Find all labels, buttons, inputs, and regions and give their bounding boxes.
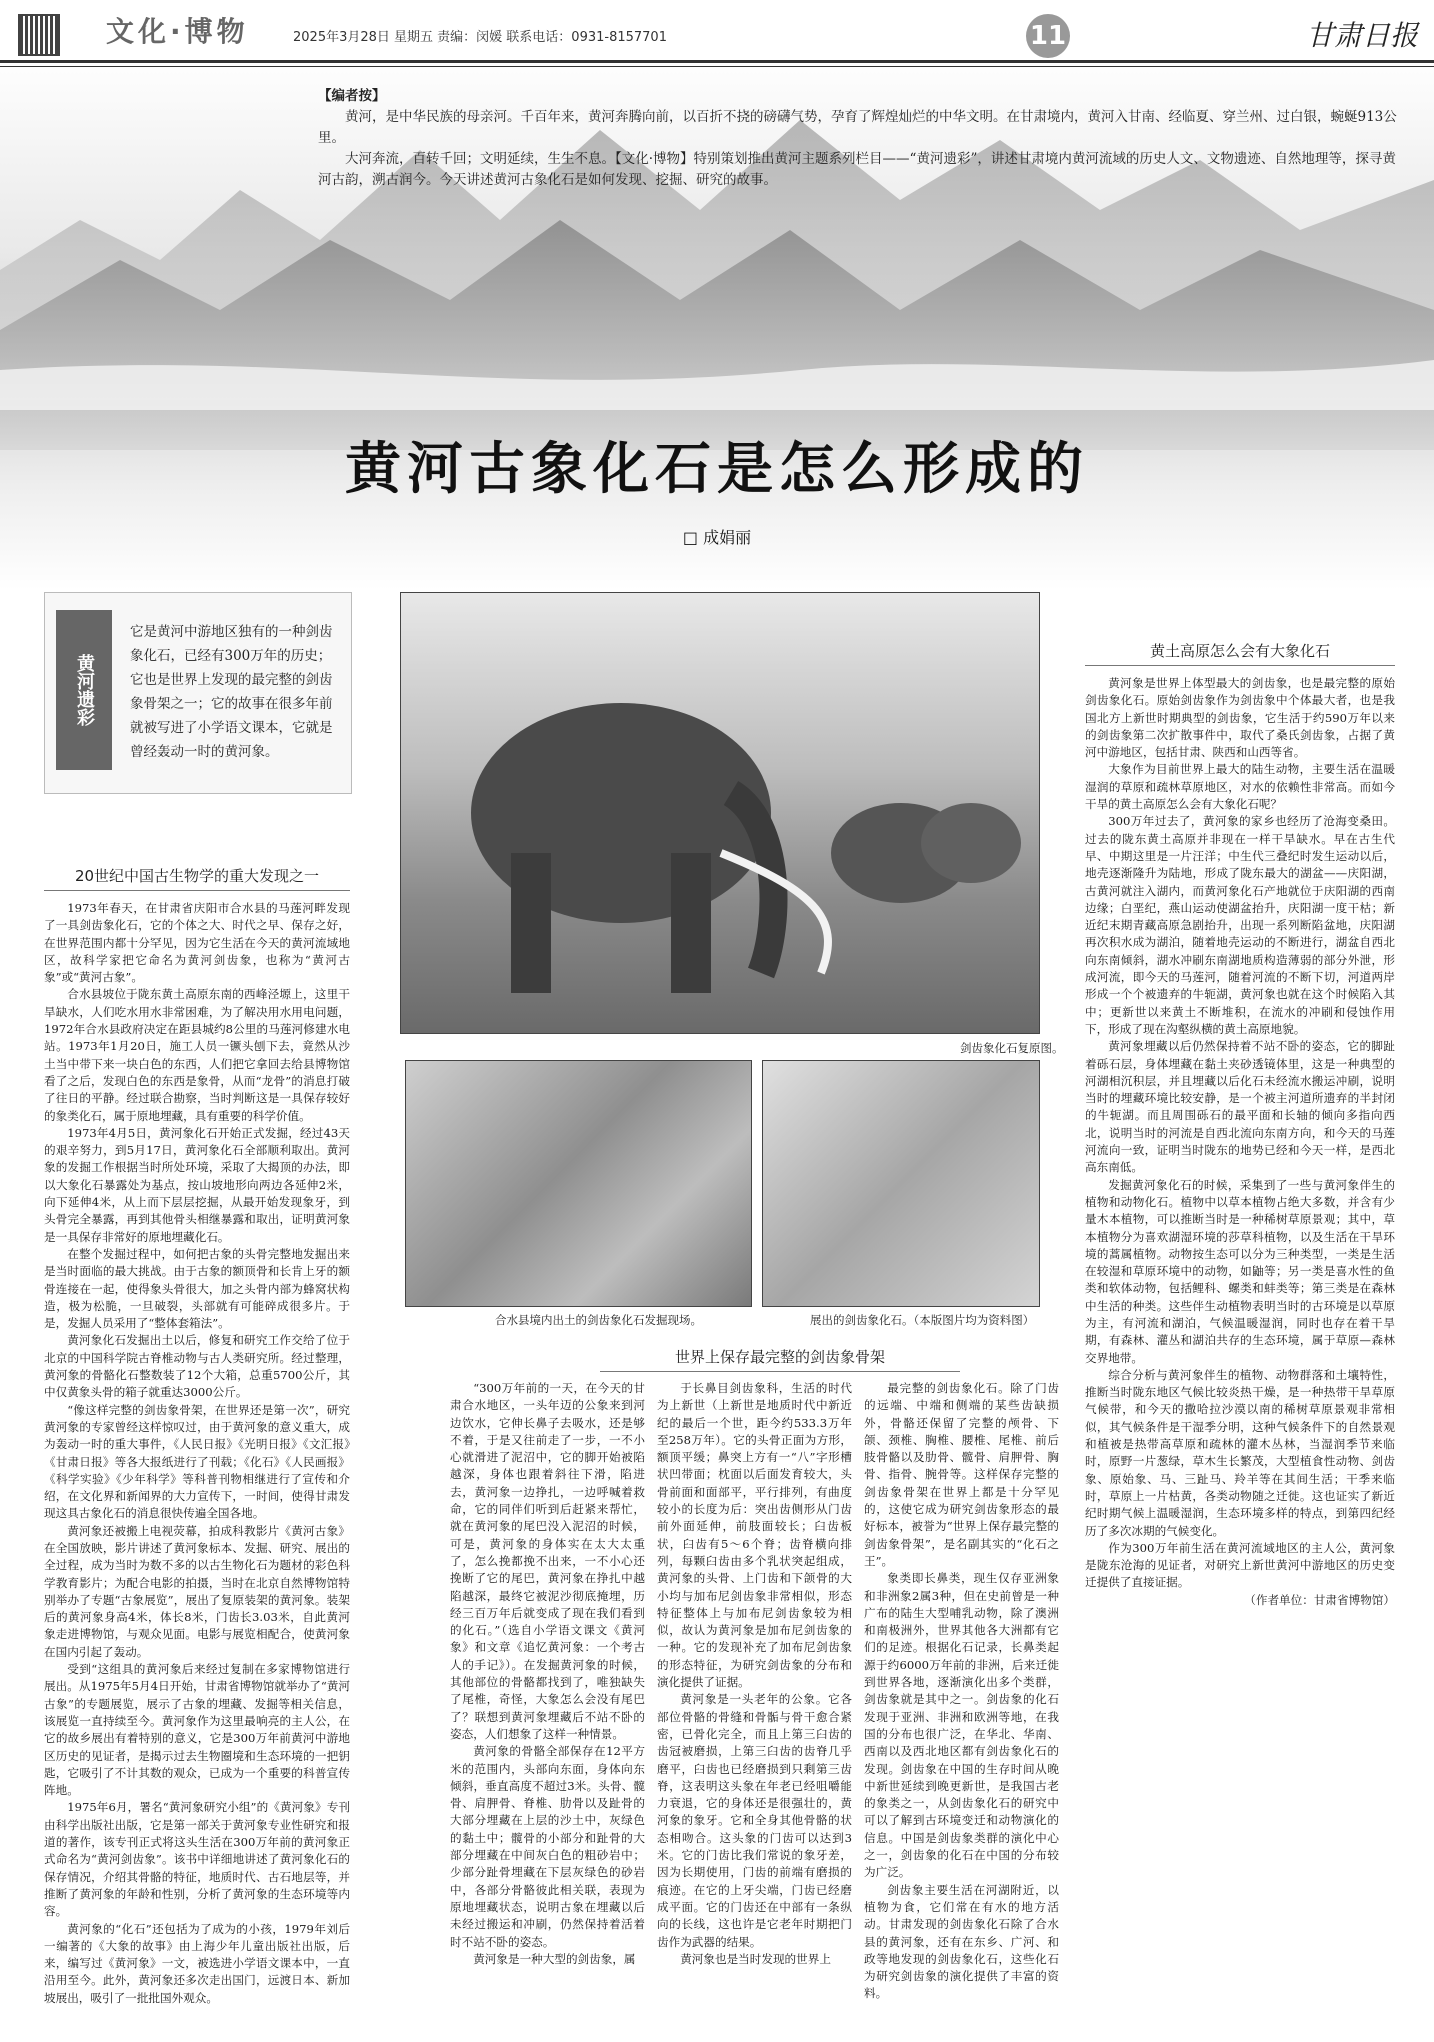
- paragraph: “300万年前的一天，在今天的甘肃合水地区，一头年迈的公象来到河边饮水，它伸长鼻子去吸水，还是够不着，于是又往前走了一步，一不小心就滑进了泥沼中，它的脚开始被陷越深，身体也跟着斜往下滑，陷进去，黄河象一边挣扎，一边呼喊着救命，它的同伴们听到后赶紧来帮忙，就在黄河象的尾巴没入泥沼的时候，可是，黄河象的身体实在太大太重了，怎么挽都挽不出来，一不小心还挽断了它的尾巴，黄河象在挣扎中越陷越深，最终它被泥沙彻底掩埋，历经三百万年后就变成了现在我们看到的化石。”（选自小学语文课文《黄河象》和文章《追忆黄河象：一个考古人的手记》）。在发掘黄河象的时候，其他部位的骨骼都找到了，唯独缺失了尾椎，奇怪，大象怎么会没有尾巴了？联想到黄河象埋藏后不站不卧的姿态，人们想象了这样一种情景。: [450, 1381, 645, 1741]
- paragraph: 黄河象埋藏以后仍然保持着不站不卧的姿态，它的脚趾着砾石层，身体埋藏在黏土夹砂透镜体里，这是一种典型的河湖相沉积层，并且埋藏以后化石未经流水搬运冲刷，说明当时的埋藏环境比较安静，是一个被主河道所遗弃的半封闭的牛轭湖。而且周围砾石的最平面和长轴的倾向多指向西北，说明当时的河流是自西北流向东南方向，和今天的马莲河流向一致，证明当时陇东的地势已经和今天一样，是西北高东南低。: [1085, 1039, 1395, 1175]
- paragraph: 黄河象还被搬上电视荧幕，拍成科教影片《黄河古象》在全国放映，影片讲述了黄河象标本、发掘、研究、展出的全过程，成为当时为数不多的以古生物化石为题材的彩色科学教育影片；为配合电影的拍摄，当时在北京自然博物馆特别举办了专题“古象展览”，展出了复原装架的黄河象。装架后的黄河象身高4米，体长8米，门齿长3.03米，自此黄河象走进博物馆，与观众见面。电影与展览相配合，使黄河象在国内引起了轰动。: [44, 1523, 350, 1659]
- paragraph: 1975年6月，署名“黄河象研究小组”的《黄河象》专刊由科学出版社出版，它是第一部关于黄河象专业性研究和报道的著作，该专刊正式将这头生活在300万年前的黄河象正式命名为“黄河剑齿象”。该书中详细地讲述了黄河象化石的保存情况，介绍其骨骼的特征，地质时代、古石地层等，并推断了黄河象的年龄和性别，分析了黄河象的生态环境等内容。: [44, 1800, 350, 1919]
- caption-restoration: 剑齿象化石复原图。: [960, 1041, 1064, 1055]
- excavation-photo: [405, 1060, 752, 1307]
- subhead-discovery: 20世纪中国古生物学的重大发现之一: [44, 865, 350, 891]
- page-number: 11: [1026, 14, 1070, 58]
- paragraph: 黄河象是世界上体型最大的剑齿象，也是最完整的原始剑齿象化石。原始剑齿象作为剑齿象中个体最大者，也是我国北方上新世时期典型的剑齿象，它生活于约590万年以来的剑齿象第二次扩散事件中，取代了桑氏剑齿象，占据了黄河中游地区，包括甘肃、陕西和山西等省。: [1085, 676, 1395, 760]
- column-label: 黄河遗彩: [56, 610, 112, 770]
- paragraph: 300万年过去了，黄河象的家乡也经历了沧海变桑田。过去的陇东黄土高原并非现在一样干旱缺水。早在古生代早、中期这里是一片汪洋；中生代三叠纪时发生运动以后，地壳逐渐隆升为陆地，形成了陇东最大的湖盆——庆阳湖，古黄河就注入湖内，而黄河象化石产地就位于庆阳湖的西南边缘；白垩纪，燕山运动使湖盆抬升，庆阳湖一度干枯；新近纪末期青藏高原急剧抬升，出现一系列断陷盆地，庆阳湖再次积水成为湖泊，随着地壳运动的不断进行，湖盆自西北向东南倾斜，湖水冲刷东南湖地质构造薄弱的部分外泄，形成河流，即今天的马莲河，随着河流的不断下切，河道两岸形成一个个被遗弃的牛轭湖，黄河象也就在这个时候陷入其中；更新世以来黄土不断堆积，在流水的冲刷和侵蚀作用下，形成了现在沟壑纵横的黄土高原地貌。: [1085, 814, 1395, 1036]
- article-column-5: [1085, 675, 1395, 2015]
- paragraph: 受到“这组具的黄河象后来经过复制在多家博物馆进行展出。从1975年5月4日开始，甘肃省博物馆就举办了“黄河古象”的专题展览，展示了古象的埋藏、发掘等相关信息，该展览一直持续至今。黄河象作为这里最响亮的主人公，在它的故乡展出有着特别的意义，它是300万年前黄河中游地区历史的见证者，是揭示过去生物圈境和生态环境的一把钥匙，它吸引了不计其数的观众，已成为一个重要的科普宣传阵地。: [44, 1662, 350, 1798]
- paragraph: 综合分析与黄河象伴生的植物、动物群落和土壤特性，推断当时陇东地区气候比较炎热干燥，是一种热带干旱草原气候带，和今天的撒哈拉沙漠以南的稀树草原景观非常相似，其气候条件是干湿季分明，这种气候条件下的自然景观和植被是热带高草原和疏林的灌木丛林，当湿润季节来临时，原野一片葱绿，草木生长繁茂，大型植食性动物、剑齿象、原始象、马、三趾马、羚羊等在其间生活；干季来临时，草原上一片枯黄，各类动物随之迁徙。这也证实了新近纪时期气候上温暖湿润，生态环境多样的特点，到第四纪经历了多次冰期的气候变化。: [1085, 1367, 1395, 1538]
- caption-museum: 展出的剑齿象化石。（本版图片均为资料图）: [810, 1313, 1035, 1327]
- subhead-skeleton: 世界上保存最完整的剑齿象骨架: [600, 1346, 960, 1372]
- paragraph: “像这样完整的剑齿象骨架，在世界还是第一次”，研究黄河象的专家曾经这样惊叹过，由于黄河象的意义重大，成为轰动一时的重大事件，《人民日报》《光明日报》《文汇报》《甘肃日报》等各大报纸进行了刊载；《化石》《人民画报》《科学实验》《少年科学》等科普刊物相继进行了宣传和介绍，在文化界和新闻界的大力宣传下，一时间，使得甘肃发现这具古象化石的消息很快传遍全国各地。: [44, 1402, 350, 1521]
- paragraph: 作为300万年前生活在黄河流域地区的主人公，黄河象是陇东沧海的见证者，对研究上新世黄河中游地区的历史变迁提供了直接证据。: [1085, 1540, 1395, 1590]
- author-affiliation: （作者单位：甘肃省博物馆）: [1244, 1592, 1395, 1607]
- subhead-loess-plateau: 黄土高原怎么会有大象化石: [1085, 640, 1395, 666]
- paragraph: 于长鼻目剑齿象科，生活的时代为上新世（上新世是地质时代中新近纪的最后一个世，距今约533.3万年至258万年）。它的头骨正面为方形，额顶平缓；鼻突上方有一“八”字形槽状凹带面；枕面以后面发育较大，头骨前面和面部平，平行排列，有曲度较小的长度为后：突出齿侧形从门齿前外面延伸，前肢面较长；臼齿板状，臼齿有5～6个脊；齿脊横向排列，每颗臼齿由多个乳状突起组成，黄河象的头骨、上门齿和下颌骨的大小均与加布尼剑齿象非常相似，形态特征整体上与加布尼剑齿象较为相似，故认为黄河象是加布尼剑齿象的一种。它的发现补充了加布尼剑齿象的形态特征，为研究剑齿象的分布和演化提供了证据。: [657, 1381, 852, 1690]
- paragraph: 合水县坡位于陇东黄土高原东南的西峰泾塬上，这里干旱缺水，人们吃水用水非常困难，为了解决用水用电问题，1972年合水县政府决定在距县城约8公里的马莲河修建水电站。1973年1月20日，施工人员一镢头刨下去，竟然从沙土当中带下来一块白色的东西，人们把它拿回去给县博物馆看了之后，发现白色的东西是象骨，从而“龙骨”的消息打破了往日的平静。经过联合勘察，当时判断这是一具保存较好的象类化石，属于原地埋藏，具有重要的科学价值。: [44, 987, 350, 1123]
- paragraph: 黄河象的“化石”还包括为了成为的小孩，1979年刘后一编著的《大象的故事》由上海少年儿童出版社出版，后来，编写过《黄河象》一文，被选进小学语文课本中，一直沿用至今。此外，黄河象还多次走出国门，远渡日本、新加坡展出，吸引了一批批国外观众。: [44, 1921, 350, 2005]
- paragraph: 在整个发掘过程中，如何把古象的头骨完整地发掘出来是当时面临的最大挑战。由于古象的额顶骨和长肯上牙的额骨连接在一起，使得象头骨很大，加之头骨内部为蜂窝状构造，极为松脆，一旦破裂，头部就有可能碎成很多片。于是，发掘人员采用了“整体套箱法”。: [44, 1246, 350, 1331]
- article-column-4: [864, 1380, 1059, 2010]
- paragraph: 黄河象也是当时发现的世界上: [680, 1951, 831, 1966]
- byline: □ 成娟丽: [682, 528, 752, 547]
- paragraph: 黄河象是一种大型的剑齿象，属: [473, 1951, 636, 1966]
- paragraph: 黄河象的骨骼全部保存在12平方米的范围内，头部向东面，身体向东倾斜，垂直高度不超过3米。头骨、髋骨、肩胛骨、脊椎、肋骨以及趾骨的大部分埋藏在上层的沙土中，灰绿色的黏土中；髋骨的小部分和趾骨的大部分埋藏在中间灰白色的粗砂岩中；少部分趾骨埋藏在下层灰绿色的砂岩中，各部分骨骼彼此相关联，表现为原地埋藏状态，说明古象在埋藏以后未经过搬运和冲刷，仍然保持着活着时不站不卧的姿态。: [450, 1744, 645, 1949]
- editor-note-p1: 黄河，是中华民族的母亲河。千百年来，黄河奔腾向前，以百折不挠的磅礴气势，孕育了辉煌灿烂的中华文明。在甘肃境内，黄河入甘南、经临夏、穿兰州、过白银，蜿蜒913公里。: [318, 109, 1397, 146]
- column-intro-text: 它是黄河中游地区独有的一种剑齿象化石，已经有300万年的历史；它也是世界上发现的最完整的剑齿象骨架之一；它的故事在很多年前就被写进了小学语文课本，它就是曾经轰动一时的黄河象。: [130, 624, 333, 760]
- article-column-1: [44, 900, 350, 2010]
- editor-note-p2: 大河奔流，百转千回；文明延续，生生不息。【文化·博物】特别策划推出黄河主题系列栏目——“黄河遗彩”，讲述甘肃境内黄河流域的历史人文、文物遗迹、自然地理等，探寻黄河古韵，溯古润今。今天讲述黄河古象化石是如何发现、挖掘、研究的故事。: [318, 151, 1396, 188]
- elephant-illustration: [401, 593, 1039, 1033]
- paragraph: 黄河象化石发掘出土以后，修复和研究工作交给了位于北京的中国科学院古脊椎动物与古人类研究所。经过整理，黄河象的骨骼化石整数装了12个大箱，总重5700公斤，其中仅黄象头骨的箱子就重达3000公斤。: [44, 1333, 350, 1400]
- editor-note: [318, 86, 1408, 191]
- paragraph: 象类即长鼻类，现生仅存亚洲象和非洲象2属3种，但在史前曾是一种广布的陆生大型哺乳动物，除了澳洲和南极洲外，世界其他各大洲都有它们的足迹。根据化石记录，长鼻类起源于约6000万年前的非洲，后来迁徙到世界各地，逐渐演化出多个类群，剑齿象就是其中之一。剑齿象的化石发现于亚洲、非洲和欧洲等地，在我国的分布也很广泛，在华北、华南、西南以及西北地区都有剑齿象化石的发现。剑齿象在中国的生存时间从晚中新世延续到晚更新世，是我国古老的象类之一，从剑齿象化石的研究中可以了解到古环境变迁和动物演化的信息。中国是剑齿象类群的演化中心之一，剑齿象的化石在中国的分布较为广泛。: [864, 1571, 1059, 1880]
- article-column-3: [657, 1380, 852, 2010]
- qr-code: [18, 14, 60, 56]
- paragraph: 发掘黄河象化石的时候，采集到了一些与黄河象伴生的植物和动物化石。植物中以草本植物占绝大多数，并含有少量木本植物，可以推断当时是一种稀树草原景观；其中，草本植物分为喜欢湖湿环境的莎草科植物，以及生活在干旱环境的蒿属植物。动物按生态可以分为三种类型，一类是生活在较湿和草原环境中的动物，如鼬等；另一类是喜水性的鱼类和软体动物，包括鲤科、螺类和蚌类等；第三类是在森林中生活的种类。这些伴生动植物表明当时的古环境是以草原为主，有河流和湖泊，气候温暖湿润，同时也存在着干旱期，有森林、灌丛和湖泊共存的生态环境，属于草原—森林交界地带。: [1085, 1177, 1395, 1365]
- newspaper-logo: 甘肃日报: [1306, 19, 1419, 52]
- issue-meta: 2025年3月28日 星期五 责编：闵媛 联系电话：0931-8157701: [293, 30, 667, 45]
- museum-skeleton-photo: [762, 1060, 1040, 1307]
- section-title: 文化·博物: [106, 15, 249, 48]
- editor-note-label: 【编者按】: [318, 88, 386, 104]
- paragraph: 剑齿象主要生活在河湖附近，以植物为食，它们常在有水的地方活动。甘肃发现的剑齿象化石除了合水县的黄河象，还有在东乡、广河、和政等地发现的剑齿象化石，这些化石为研究剑齿象的演化提供了丰富的资料。: [864, 1882, 1059, 2001]
- paragraph: 黄河象是一头老年的公象。它各部位骨骼的骨缝和骨骺与骨干愈合紧密，已骨化完全，而且上第三臼齿的齿冠被磨损，上第三臼齿的齿脊几乎磨平，臼齿也已经磨损到只剩第三齿脊，这表明这头象在年老已经咀嚼能力衰退，它的身体还是很强壮的，黄河象的象牙。它和全身其他骨骼的状态相吻合。这头象的门齿可以达到3米。它的门齿比我们常说的象牙差，因为长期使用，门齿的前端有磨损的痕迹。在它的上牙尖端，门齿已经磨成平面。它的门齿还在中部有一条纵向的长线，这也许是它老年时期把门齿作为武器的结果。: [657, 1692, 852, 1949]
- paragraph: 1973年春天，在甘肃省庆阳市合水县的马莲河畔发现了一具剑齿象化石，它的个体之大、时代之早、保存之好，在世界范围内都十分罕见，因为它生活在今天的黄河流域地区，故科学家把它命名为黄河剑齿象，也称为“黄河古象”或“黄河古象”。: [44, 901, 350, 985]
- paragraph: 最完整的剑齿象化石。除了门齿的远端、中端和侧端的某些齿缺损外，骨骼还保留了完整的颅骨、下颌、颈椎、胸椎、腰椎、尾椎、前后肢骨骼以及肋骨、髋骨、肩胛骨、胸骨、指骨、腕骨等。这样保存完整的剑齿象骨架在世界上都是十分罕见的，这使它成为研究剑齿象形态的最好标本，被誉为“世界上保存最完整的剑齿象骨架”，是名副其实的“化石之王”。: [864, 1381, 1059, 1568]
- article-title: 黄河古象化石是怎么形成的: [345, 437, 1089, 502]
- header-rule-thin: [0, 66, 1434, 67]
- paragraph: 大象作为目前世界上最大的陆生动物，主要生活在温暖湿润的草原和疏林草原地区，对水的依赖性非常高。而如今干旱的黄土高原怎么会有大象化石呢？: [1085, 762, 1395, 812]
- paragraph: 1973年4月5日，黄河象化石开始正式发掘，经过43天的艰辛努力，到5月17日，黄河象化石全部顺利取出。黄河象的发掘工作根据当时所处环境，采取了大揭顶的办法，即以大象化石暴露处为基点，按山坡地形向两边各延伸2米，向下延伸4米，从上而下层层挖掘，从最开始发现象牙，到头骨完全暴露，再到其他骨头相继暴露和取出，证明黄河象是一具保存非常好的原地埋藏化石。: [44, 1125, 350, 1244]
- mammoth-restoration-image: [400, 592, 1040, 1034]
- header-rule: [0, 60, 1434, 63]
- article-column-2: [450, 1380, 645, 2010]
- caption-excavation: 合水县境内出土的剑齿象化石发掘现场。: [495, 1313, 702, 1327]
